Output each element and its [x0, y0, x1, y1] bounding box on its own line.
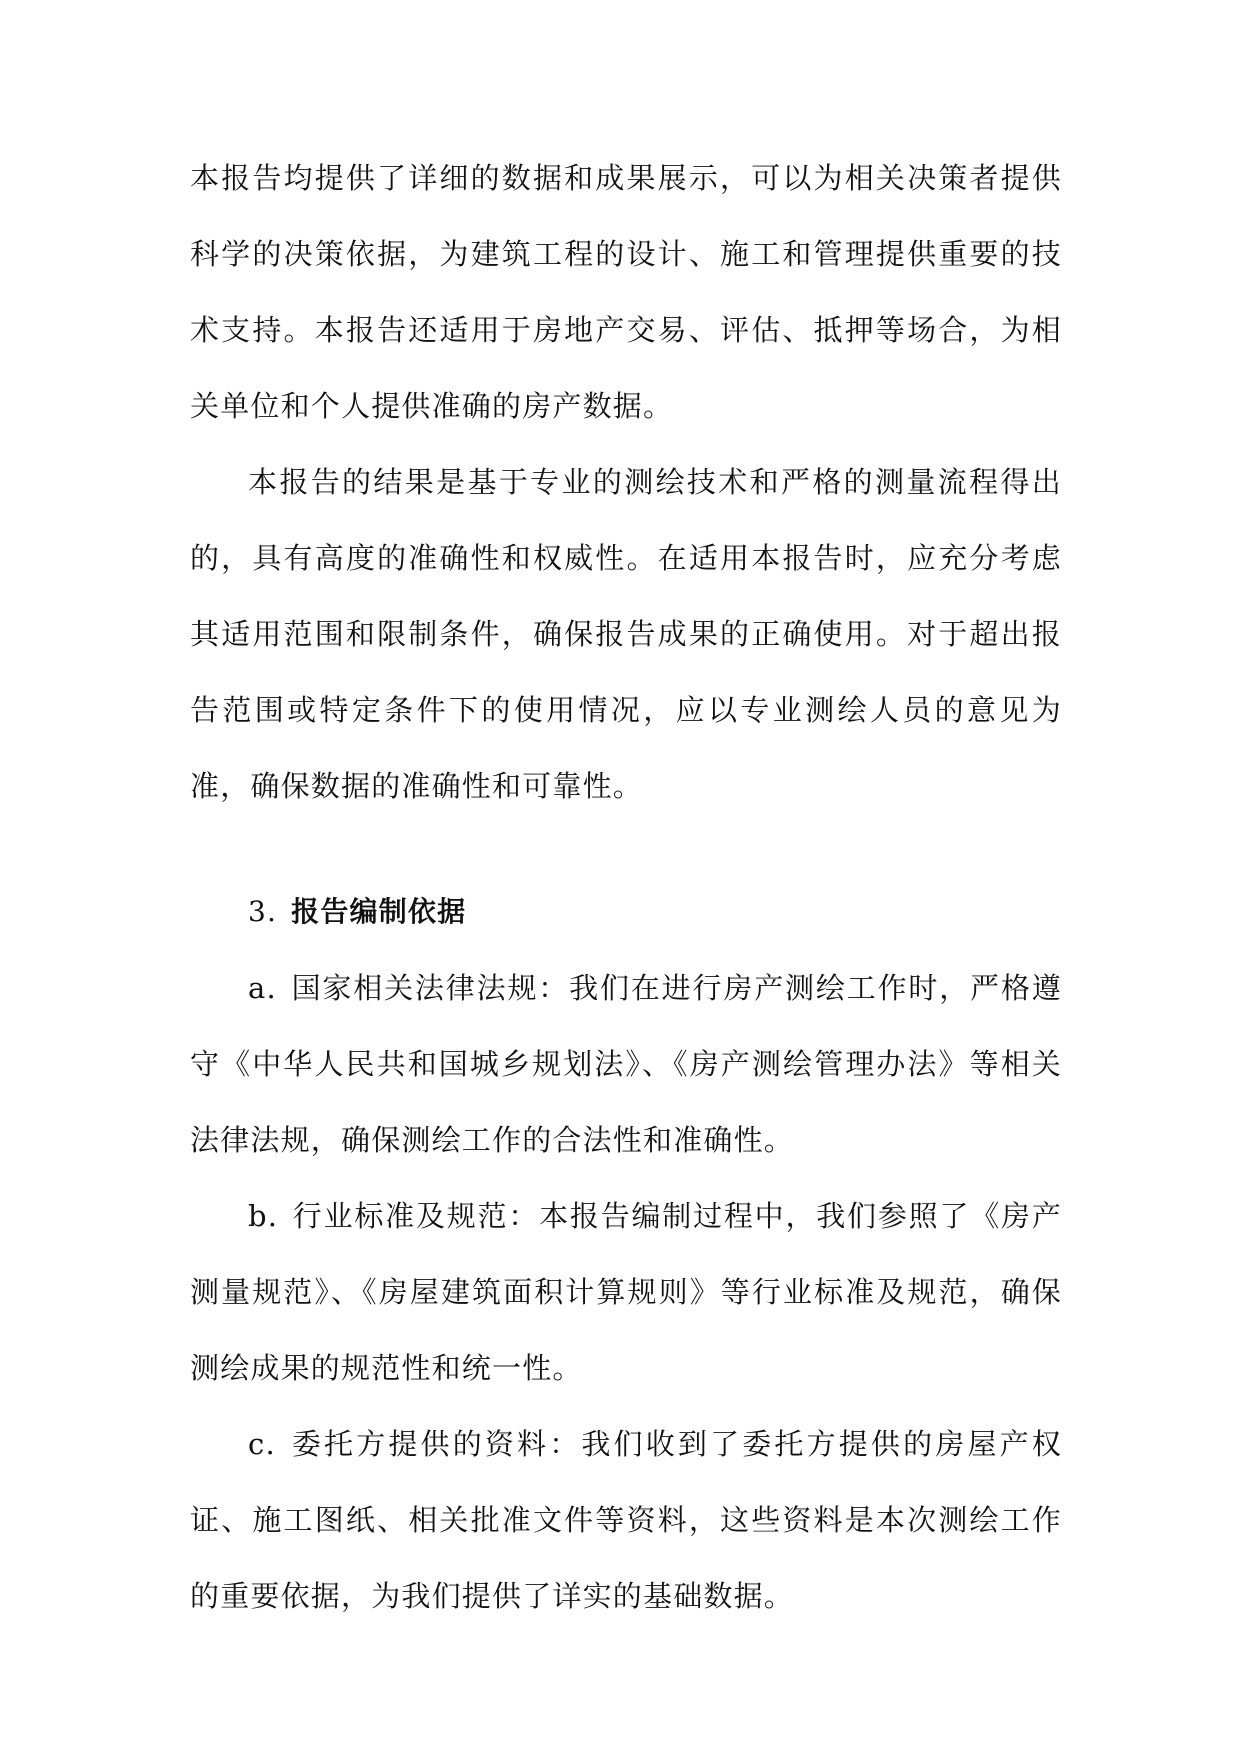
list-item-text: 行业标准及规范：本报告编制过程中，我们参照了《房产测量规范》、《房屋建筑面积计算规则》等行业标准及规范，确保测绘成果的规范性和统一性。 — [190, 1199, 1062, 1385]
list-item — [190, 950, 1062, 1178]
paragraph-report-accuracy: 本报告的结果是基于专业的测绘技术和严格的测量流程得出的，具有高度的准确性和权威性。在适用本报告时，应充分考虑其适用范围和限制条件，确保报告成果的正确使用。对于超出报告范围或特定条件下的使用情况，应以专业测绘人员的意见为准，确保数据的准确性和可靠性。 — [190, 465, 1062, 803]
document-page — [190, 140, 1062, 1634]
paragraph-report-applicability: 本报告均提供了详细的数据和成果展示，可以为相关决策者提供科学的决策依据，为建筑工程的设计、施工和管理提供重要的技术支持。本报告还适用于房地产交易、评估、抵押等场合，为相关单位和个人提供准确的房产数据。 — [190, 161, 1062, 423]
list-item-marker: c. — [248, 1427, 276, 1461]
list-item-text: 委托方提供的资料：我们收到了委托方提供的房屋产权证、施工图纸、相关批准文件等资料，这些资料是本次测绘工作的重要依据，为我们提供了详实的基础数据。 — [190, 1427, 1062, 1613]
list-item-text: 国家相关法律法规：我们在进行房产测绘工作时，严格遵守《中华人民共和国城乡规划法》、《房产测绘管理办法》等相关法律法规，确保测绘工作的合法性和准确性。 — [190, 971, 1062, 1157]
section-title: 报告编制依据 — [291, 895, 467, 928]
list-item-marker: b. — [248, 1199, 279, 1233]
list-item — [190, 1178, 1062, 1406]
list-item-marker: a. — [248, 971, 277, 1005]
list-item — [190, 1406, 1062, 1634]
section-number: 3. — [248, 895, 278, 928]
section-heading — [190, 874, 1062, 950]
